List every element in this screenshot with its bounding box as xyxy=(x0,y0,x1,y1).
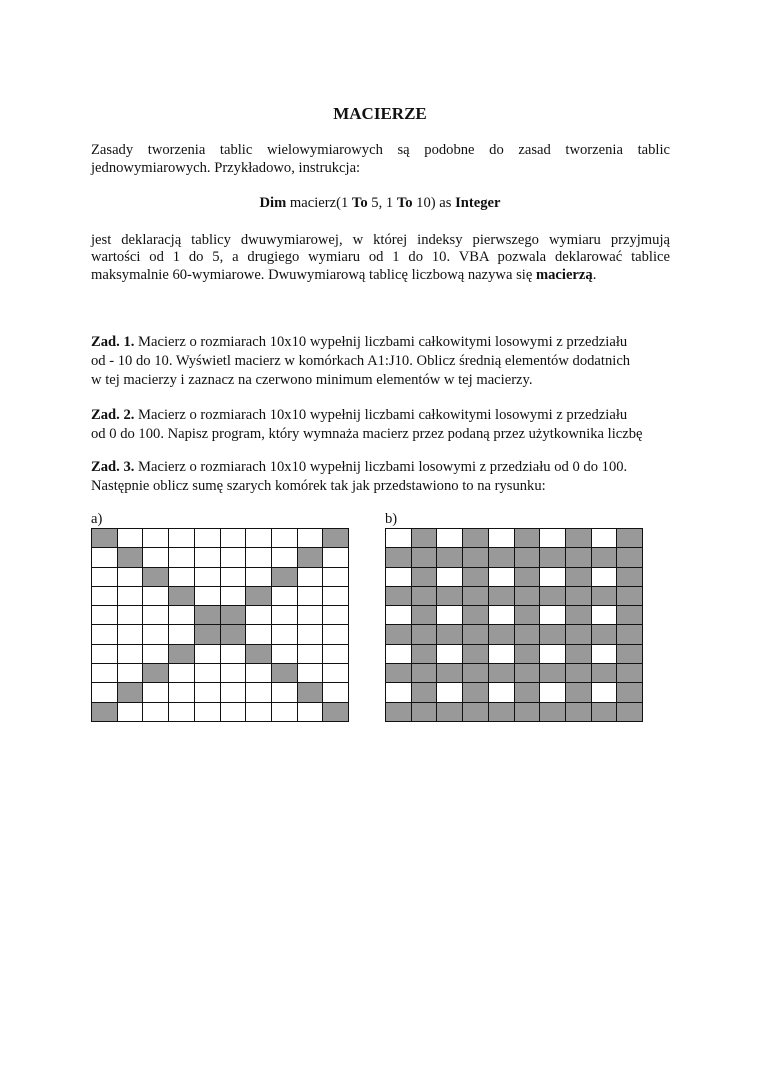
white-cell xyxy=(272,548,297,566)
gray-cell xyxy=(118,683,143,701)
gray-cell xyxy=(463,625,488,643)
zad3-label: Zad. 3. xyxy=(91,459,135,475)
zad3-line-2: Następnie oblicz sumę szarych komórek tak jak przedstawiono to na rysunku: xyxy=(91,478,546,494)
gray-cell xyxy=(566,645,591,663)
gray-cell xyxy=(617,568,642,586)
gray-cell xyxy=(246,645,271,663)
gray-cell xyxy=(515,625,540,643)
white-cell xyxy=(489,683,514,701)
white-cell xyxy=(221,568,246,586)
white-cell xyxy=(298,645,323,663)
gray-cell xyxy=(437,703,462,721)
white-cell xyxy=(195,568,220,586)
gray-cell xyxy=(463,568,488,586)
gray-cell xyxy=(617,703,642,721)
gray-cell xyxy=(437,587,462,605)
gray-cell xyxy=(489,625,514,643)
gray-cell xyxy=(463,683,488,701)
gray-cell xyxy=(515,664,540,682)
gray-cell xyxy=(463,703,488,721)
gray-cell xyxy=(566,625,591,643)
gray-cell xyxy=(386,664,411,682)
white-cell xyxy=(272,683,297,701)
gray-cell xyxy=(540,703,565,721)
gray-cell xyxy=(515,703,540,721)
gray-cell xyxy=(592,703,617,721)
white-cell xyxy=(298,664,323,682)
white-cell xyxy=(221,683,246,701)
white-cell xyxy=(221,587,246,605)
white-cell xyxy=(118,568,143,586)
gray-cell xyxy=(566,529,591,547)
gray-cell xyxy=(92,703,117,721)
gray-cell xyxy=(323,703,348,721)
gray-cell xyxy=(592,548,617,566)
gray-cell xyxy=(169,645,194,663)
para-line-1: jest deklaracją tablicy dwuwymiarowej, w której indeksy pierwszego wymiaru przyjmują xyxy=(91,232,670,248)
gray-cell xyxy=(566,568,591,586)
white-cell xyxy=(195,683,220,701)
white-cell xyxy=(143,587,168,605)
white-cell xyxy=(92,683,117,701)
white-cell xyxy=(437,568,462,586)
term-macierza: macierzą xyxy=(535,267,593,283)
para-text: . xyxy=(592,267,597,283)
gray-cell xyxy=(540,664,565,682)
white-cell xyxy=(169,664,194,682)
white-cell xyxy=(143,606,168,624)
white-cell xyxy=(221,645,246,663)
zad3-line-1 xyxy=(91,458,670,476)
zad2-label: Zad. 2. xyxy=(91,407,135,423)
gray-cell xyxy=(143,664,168,682)
white-cell xyxy=(143,645,168,663)
white-cell xyxy=(386,683,411,701)
zad1-line-2: od - 10 do 10. Wyświetl macierz w komórkach A1:J10. Oblicz średnią elementów dodatnich xyxy=(91,353,631,369)
gray-cell xyxy=(221,606,246,624)
gray-cell xyxy=(515,587,540,605)
gray-cell xyxy=(515,683,540,701)
white-cell xyxy=(323,568,348,586)
gray-cell xyxy=(617,606,642,624)
white-cell xyxy=(540,645,565,663)
white-cell xyxy=(489,645,514,663)
white-cell xyxy=(298,568,323,586)
white-cell xyxy=(323,645,348,663)
gray-cell xyxy=(272,568,297,586)
gray-cell xyxy=(566,683,591,701)
white-cell xyxy=(246,703,271,721)
zad1-label: Zad. 1. xyxy=(91,334,135,350)
gray-cell xyxy=(272,664,297,682)
white-cell xyxy=(195,645,220,663)
white-cell xyxy=(540,683,565,701)
white-cell xyxy=(323,625,348,643)
white-cell xyxy=(246,606,271,624)
gray-cell xyxy=(412,645,437,663)
white-cell xyxy=(246,664,271,682)
white-cell xyxy=(221,664,246,682)
gray-cell xyxy=(592,664,617,682)
white-cell xyxy=(118,703,143,721)
gray-cell xyxy=(566,548,591,566)
gray-cell xyxy=(169,587,194,605)
para-line-2: wartości od 1 do 5, a drugiego wymiaru od 1 do 10. VBA pozwala deklarować tablice xyxy=(91,249,670,265)
gray-cell xyxy=(617,587,642,605)
gray-cell xyxy=(463,587,488,605)
gray-cell xyxy=(437,625,462,643)
white-cell xyxy=(169,703,194,721)
white-cell xyxy=(272,645,297,663)
white-cell xyxy=(592,645,617,663)
gray-cell xyxy=(617,645,642,663)
zad2-text: Macierz o rozmiarach 10x10 wypełnij liczbami całkowitymi losowymi z przedziału xyxy=(134,407,628,423)
white-cell xyxy=(540,606,565,624)
white-cell xyxy=(592,683,617,701)
white-cell xyxy=(272,529,297,547)
white-cell xyxy=(592,529,617,547)
white-cell xyxy=(143,625,168,643)
para-text: maksymalnie 60-wymiarowe. Dwuwymiarową tablicę liczbową nazywa się xyxy=(91,267,536,283)
white-cell xyxy=(298,529,323,547)
gray-cell xyxy=(566,664,591,682)
gray-cell xyxy=(412,625,437,643)
white-cell xyxy=(118,664,143,682)
gray-cell xyxy=(412,568,437,586)
white-cell xyxy=(246,548,271,566)
grid-b xyxy=(385,528,643,722)
white-cell xyxy=(246,683,271,701)
white-cell xyxy=(298,625,323,643)
white-cell xyxy=(323,548,348,566)
white-cell xyxy=(246,568,271,586)
white-cell xyxy=(386,529,411,547)
gray-cell xyxy=(386,548,411,566)
white-cell xyxy=(92,548,117,566)
kw-dim: Dim xyxy=(259,195,287,211)
white-cell xyxy=(272,703,297,721)
grid-b-label: b) xyxy=(385,511,398,527)
white-cell xyxy=(386,568,411,586)
gray-cell xyxy=(412,529,437,547)
gray-cell xyxy=(617,683,642,701)
white-cell xyxy=(143,683,168,701)
gray-cell xyxy=(463,606,488,624)
gray-cell xyxy=(386,703,411,721)
gray-cell xyxy=(617,529,642,547)
white-cell xyxy=(272,606,297,624)
code-text: 5, 1 xyxy=(367,195,397,211)
gray-cell xyxy=(412,683,437,701)
gray-cell xyxy=(246,587,271,605)
gray-cell xyxy=(463,664,488,682)
white-cell xyxy=(143,529,168,547)
white-cell xyxy=(221,703,246,721)
gray-cell xyxy=(489,703,514,721)
white-cell xyxy=(169,548,194,566)
gray-cell xyxy=(489,548,514,566)
gray-cell xyxy=(221,625,246,643)
white-cell xyxy=(298,606,323,624)
gray-cell xyxy=(515,548,540,566)
white-cell xyxy=(298,703,323,721)
white-cell xyxy=(169,683,194,701)
white-cell xyxy=(323,587,348,605)
code-text: 10) as xyxy=(412,195,456,211)
gray-cell xyxy=(592,625,617,643)
gray-cell xyxy=(617,548,642,566)
white-cell xyxy=(169,568,194,586)
gray-cell xyxy=(118,548,143,566)
white-cell xyxy=(118,645,143,663)
page-title: MACIERZE xyxy=(333,104,427,123)
gray-cell xyxy=(540,548,565,566)
grid-a-label: a) xyxy=(91,511,103,527)
white-cell xyxy=(592,568,617,586)
white-cell xyxy=(246,625,271,643)
white-cell xyxy=(195,587,220,605)
white-cell xyxy=(489,529,514,547)
white-cell xyxy=(92,587,117,605)
white-cell xyxy=(169,625,194,643)
gray-cell xyxy=(195,606,220,624)
white-cell xyxy=(118,606,143,624)
kw-to: To xyxy=(351,195,368,211)
code-declaration xyxy=(0,194,760,212)
white-cell xyxy=(221,529,246,547)
gray-cell xyxy=(515,529,540,547)
gray-cell xyxy=(617,625,642,643)
gray-cell xyxy=(463,645,488,663)
gray-cell xyxy=(540,587,565,605)
white-cell xyxy=(298,587,323,605)
white-cell xyxy=(592,606,617,624)
white-cell xyxy=(169,529,194,547)
white-cell xyxy=(437,645,462,663)
gray-cell xyxy=(298,683,323,701)
white-cell xyxy=(195,548,220,566)
gray-cell xyxy=(386,625,411,643)
gray-cell xyxy=(195,625,220,643)
gray-cell xyxy=(489,664,514,682)
white-cell xyxy=(92,645,117,663)
white-cell xyxy=(489,568,514,586)
kw-to: To xyxy=(396,195,413,211)
gray-cell xyxy=(412,587,437,605)
white-cell xyxy=(437,529,462,547)
gray-cell xyxy=(515,568,540,586)
intro-line-2: jednowymiarowych. Przykładowo, instrukcja: xyxy=(91,160,361,176)
gray-cell xyxy=(92,529,117,547)
white-cell xyxy=(143,548,168,566)
grid-a xyxy=(91,528,349,722)
zad2-line-2: od 0 do 100. Napisz program, który wymnaża macierz przez podaną przez użytkownika liczbę xyxy=(91,426,643,442)
white-cell xyxy=(118,587,143,605)
para-line-3 xyxy=(91,266,670,284)
gray-cell xyxy=(298,548,323,566)
gray-cell xyxy=(515,606,540,624)
gray-cell xyxy=(489,587,514,605)
white-cell xyxy=(386,606,411,624)
white-cell xyxy=(118,625,143,643)
gray-cell xyxy=(566,587,591,605)
gray-cell xyxy=(323,529,348,547)
gray-cell xyxy=(592,587,617,605)
gray-cell xyxy=(412,548,437,566)
white-cell xyxy=(195,703,220,721)
white-cell xyxy=(540,568,565,586)
zad1-text: Macierz o rozmiarach 10x10 wypełnij liczbami całkowitymi losowymi z przedziału xyxy=(134,334,628,350)
white-cell xyxy=(437,683,462,701)
gray-cell xyxy=(143,568,168,586)
zad1-line-1 xyxy=(91,333,670,351)
code-text: macierz(1 xyxy=(286,195,352,211)
gray-cell xyxy=(412,606,437,624)
intro-line-1: Zasady tworzenia tablic wielowymiarowych są podobne do zasad tworzenia tablic xyxy=(91,142,670,158)
white-cell xyxy=(92,664,117,682)
white-cell xyxy=(143,703,168,721)
white-cell xyxy=(246,529,271,547)
gray-cell xyxy=(412,703,437,721)
white-cell xyxy=(323,606,348,624)
gray-cell xyxy=(566,606,591,624)
white-cell xyxy=(437,606,462,624)
white-cell xyxy=(169,606,194,624)
white-cell xyxy=(489,606,514,624)
white-cell xyxy=(272,587,297,605)
gray-cell xyxy=(437,548,462,566)
white-cell xyxy=(92,625,117,643)
white-cell xyxy=(221,548,246,566)
gray-cell xyxy=(463,548,488,566)
white-cell xyxy=(540,529,565,547)
gray-cell xyxy=(617,664,642,682)
white-cell xyxy=(386,645,411,663)
kw-integer: Integer xyxy=(455,195,501,211)
white-cell xyxy=(118,529,143,547)
gray-cell xyxy=(463,529,488,547)
white-cell xyxy=(92,568,117,586)
zad1-line-3: w tej macierzy i zaznacz na czerwono minimum elementów w tej macierzy. xyxy=(91,372,533,388)
white-cell xyxy=(195,664,220,682)
zad2-line-1 xyxy=(91,406,670,424)
gray-cell xyxy=(566,703,591,721)
gray-cell xyxy=(437,664,462,682)
white-cell xyxy=(272,625,297,643)
white-cell xyxy=(323,664,348,682)
gray-cell xyxy=(540,625,565,643)
white-cell xyxy=(323,683,348,701)
gray-cell xyxy=(386,587,411,605)
white-cell xyxy=(195,529,220,547)
gray-cell xyxy=(412,664,437,682)
white-cell xyxy=(92,606,117,624)
gray-cell xyxy=(515,645,540,663)
zad3-text: Macierz o rozmiarach 10x10 wypełnij liczbami losowymi z przedziału od 0 do 100. xyxy=(134,459,628,475)
